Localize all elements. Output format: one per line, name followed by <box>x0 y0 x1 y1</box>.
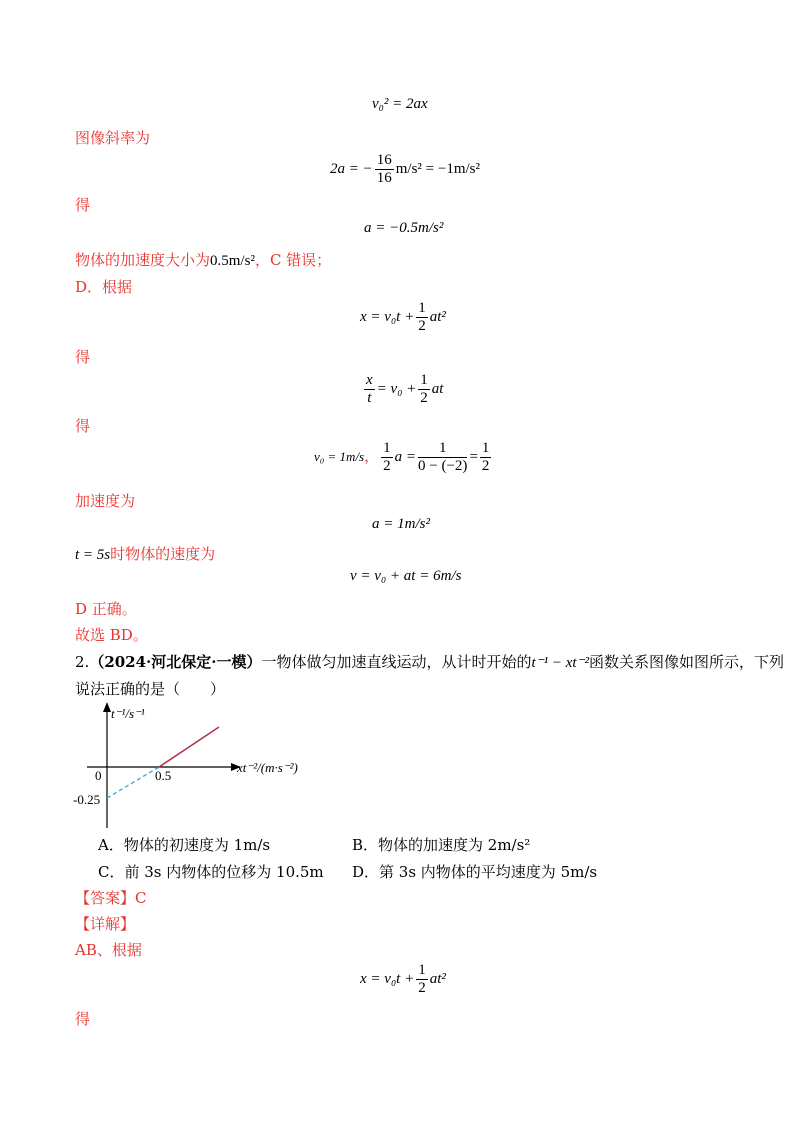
disp-num-2: 1 <box>418 962 426 978</box>
frac-x: x <box>366 372 373 388</box>
formula-velocity: v = v₀ + at = 6m/s <box>350 568 462 584</box>
formula-v0-squared: v₀² = 2ax <box>372 96 428 112</box>
y-tick-label: -0.25 <box>73 792 101 807</box>
result-den: 2 <box>481 458 490 474</box>
text-d-correct: D 正确。 <box>75 600 137 618</box>
half-num: 1 <box>383 440 391 456</box>
text-de-1: 得 <box>75 196 91 214</box>
detail-label: 【详解】 <box>75 915 136 933</box>
formula-v0-and-a <box>314 440 493 475</box>
stem-formula: t⁻¹ − xt⁻² <box>531 655 589 671</box>
text-ab-according: AB、根据 <box>75 941 142 959</box>
slope-num-1: 1 <box>418 440 467 458</box>
formula-a-value: a = −0.5m/s² <box>364 220 444 236</box>
x-over-t-rhs: at <box>431 380 444 397</box>
text-t5-velocity <box>75 543 215 564</box>
a-eq: a = <box>394 448 417 465</box>
v0-value: v₀ = 1m/s <box>314 448 365 464</box>
dashed-extrapolation-line <box>107 767 159 798</box>
origin-label: 0 <box>95 768 102 783</box>
option-a: A．物体的初速度为 1m/s <box>98 836 271 854</box>
disp-den-1: 2 <box>418 318 426 334</box>
stem-part-a: 一物体做匀加速直线运动，从计时开始的 <box>261 653 532 671</box>
text-slope-label: 图像斜率为 <box>75 129 151 147</box>
function-graph <box>65 700 345 835</box>
half-den: 2 <box>383 458 391 474</box>
formula-slope <box>330 152 480 187</box>
slope-denominator: 16 <box>376 170 392 186</box>
text-c-wrong: ，C 错误； <box>254 251 332 269</box>
option-d: D．第 3s 内物体的平均速度为 5m/s <box>352 863 598 881</box>
question-source: （2024·河北保定·一模） <box>89 653 262 671</box>
slope-den-expr: 0 − (−2) <box>418 458 468 474</box>
text-d-according: D．根据 <box>75 278 133 296</box>
formula-x-over-t <box>362 372 443 407</box>
x-tick-label: 0.5 <box>155 768 172 783</box>
x-over-t-den: 2 <box>420 390 428 406</box>
disp-lhs-1: x = v₀t + <box>360 308 415 325</box>
comma-sep: ， <box>364 448 380 465</box>
disp-rhs-1: at² <box>429 308 446 325</box>
accel-value: 0.5m/s² <box>210 253 255 269</box>
question-number: 2. <box>75 653 90 671</box>
disp-den-2: 2 <box>418 980 426 996</box>
answer-line <box>75 887 147 908</box>
text-accel-prefix: 物体的加速度大小为 <box>75 251 211 269</box>
x-over-t-num: 1 <box>420 372 428 388</box>
formula-a-1: a = 1m/s² <box>372 516 430 532</box>
text-de-final: 得 <box>75 1010 91 1028</box>
eq-sign: = <box>469 448 478 465</box>
text-velocity-at: 时物体的速度为 <box>110 545 216 563</box>
question-stem-line1 <box>75 651 784 672</box>
slope-numerator: 16 <box>376 152 392 168</box>
solid-data-line <box>159 727 219 767</box>
slope-lhs: 2a = − <box>330 160 373 177</box>
option-b: B．物体的加速度为 2m/s² <box>352 836 531 854</box>
formula-displacement-1 <box>360 300 446 335</box>
text-acceleration-is: 加速度为 <box>75 492 136 510</box>
frac-t: t <box>367 390 372 406</box>
text-de-3: 得 <box>75 417 91 435</box>
answer-label: 【答案】 <box>75 889 136 907</box>
y-axis-label: t⁻¹/s⁻¹ <box>111 706 145 721</box>
slope-rhs: m/s² = −1m/s² <box>395 160 481 177</box>
result-num: 1 <box>481 440 490 456</box>
disp-rhs-2: at² <box>429 970 446 987</box>
y-axis-arrow <box>103 702 111 712</box>
x-axis-label: xt⁻²/(m·s⁻²) <box>237 760 298 775</box>
question-stem-line2: 说法正确的是（ ） <box>75 680 226 698</box>
disp-num-1: 1 <box>418 300 426 316</box>
option-c: C．前 3s 内物体的位移为 10.5m <box>98 863 324 881</box>
disp-lhs-2: x = v₀t + <box>360 970 415 987</box>
answer-value: C <box>135 889 147 907</box>
stem-part-b: 函数关系图像如图所示，下列 <box>588 653 784 671</box>
t-equals-5s: t = 5s <box>75 547 111 563</box>
text-choose-bd: 故选 BD。 <box>75 626 148 644</box>
x-over-t-mid: = v₀ + <box>376 380 417 397</box>
formula-displacement-2 <box>360 962 446 997</box>
text-acceleration-magnitude <box>75 249 331 270</box>
text-de-2: 得 <box>75 348 91 366</box>
